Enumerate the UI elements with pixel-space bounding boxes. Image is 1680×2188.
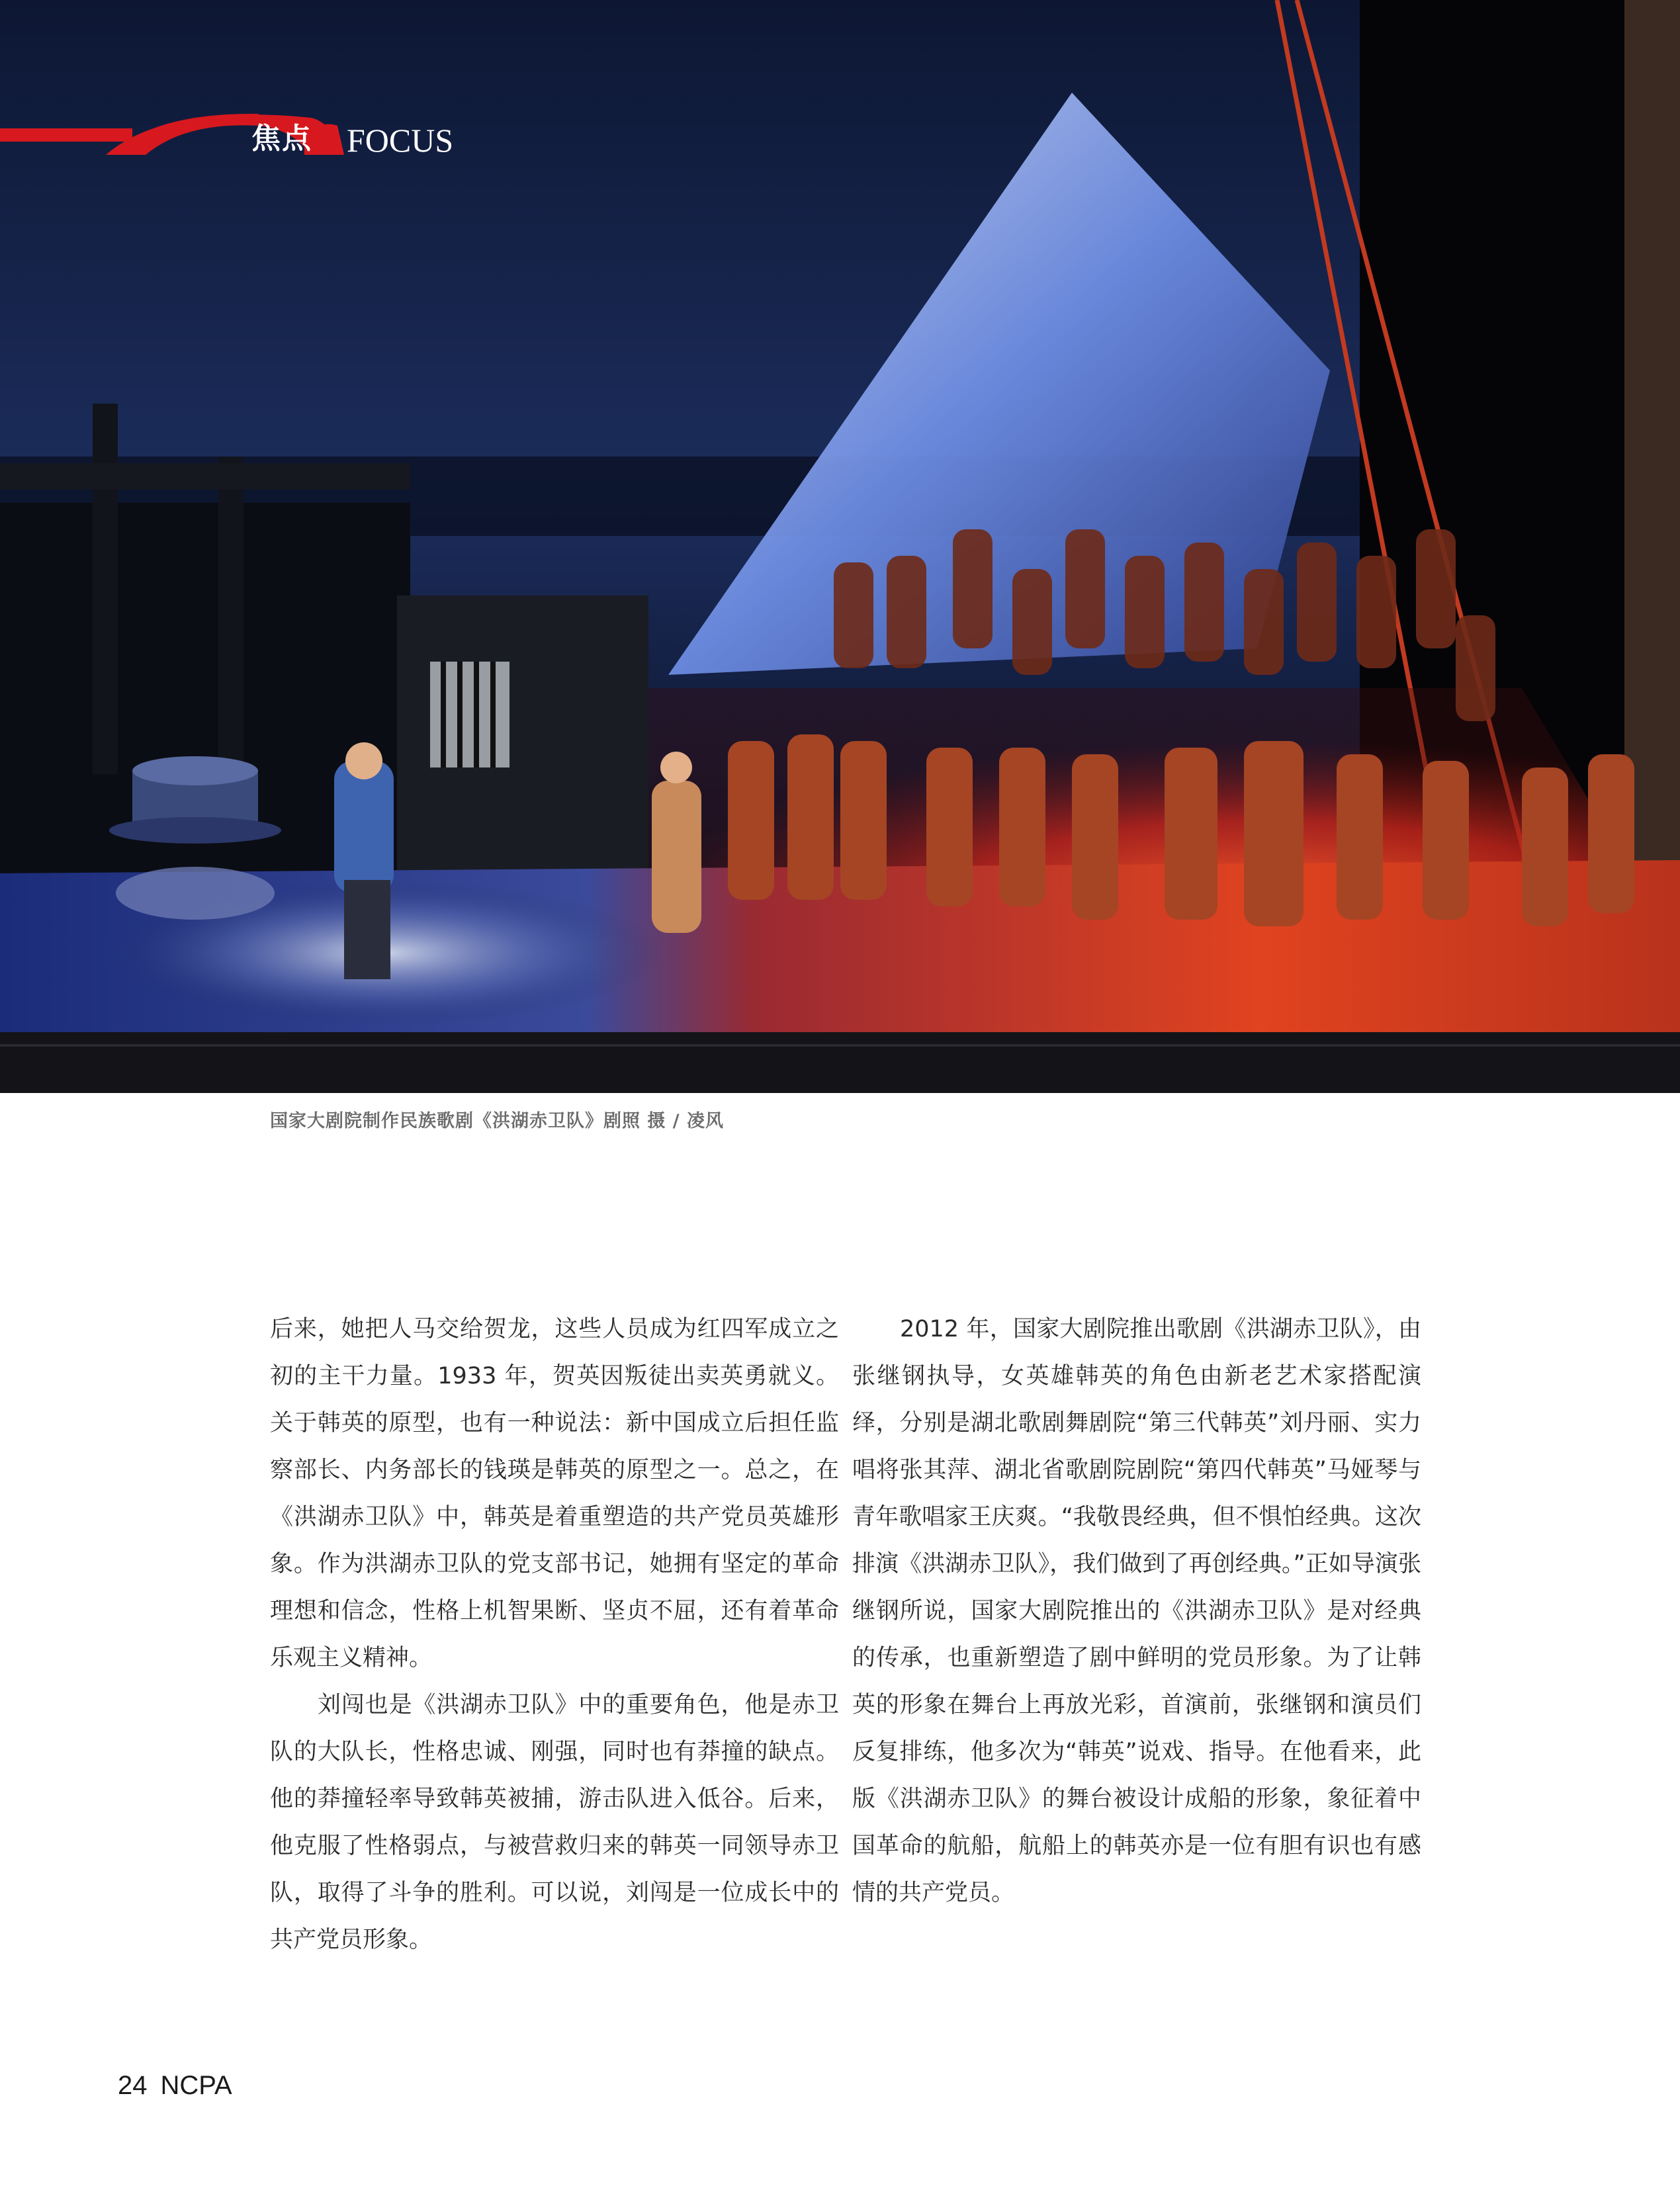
page-folio	[118, 2072, 232, 2099]
magazine-name: NCPA	[160, 2071, 232, 2100]
section-label-en: FOCUS	[347, 122, 454, 159]
article-column-right	[852, 1306, 1421, 1917]
article-paragraph: 2012 年，国家大剧院推出歌剧《洪湖赤卫队》，由张继钢执导，女英雄韩英的角色由新老艺术家搭配演绎，分别是湖北歌剧舞剧院“第三代韩英”刘丹丽、实力唱将张其萍、湖北省歌剧院剧院“第四代韩英”马娅琴与青年歌唱家王庆爽。“我敬畏经典，但不惧怕经典。这次排演《洪湖赤卫队》，我们做到了再创经典。”正如导演张继钢所说，国家大剧院推出的《洪湖赤卫队》是对经典的传承，也重新塑造了剧中鲜明的党员形象。为了让韩英的形象在舞台上再放光彩，首演前，张继钢和演员们反复排练，他多次为“韩英”说戏、指导。在他看来，此版《洪湖赤卫队》的舞台被设计成船的形象，象征着中国革命的航船，航船上的韩英亦是一位有胆有识也有感情的共产党员。	[852, 1316, 1421, 1906]
section-header	[0, 106, 503, 165]
article-column-left	[270, 1306, 839, 1964]
section-label-cn: 焦点	[251, 122, 312, 155]
article-paragraph: 后来，她把人马交给贺龙，这些人员成为红四军成立之初的主干力量。1933 年，贺英因叛徒出卖英勇就义。关于韩英的原型，也有一种说法：新中国成立后担任监察部长、内务部长的钱瑛是韩英的原型之一。总之，在《洪湖赤卫队》中，韩英是着重塑造的共产党员英雄形象。作为洪湖赤卫队的党支部书记，她拥有坚定的革命理想和信念，性格上机智果断、坚贞不屈，还有着革命乐观主义精神。	[270, 1316, 839, 1671]
article-paragraph: 刘闯也是《洪湖赤卫队》中的重要角色，他是赤卫队的大队长，性格忠诚、刚强，同时也有莽撞的缺点。他的莽撞轻率导致韩英被捕，游击队进入低谷。后来，他克服了性格弱点，与被营救归来的韩英一同领导赤卫队，取得了斗争的胜利。可以说，刘闯是一位成长中的共产党员形象。	[270, 1692, 839, 1953]
page-number: 24	[118, 2071, 148, 2100]
photo-caption: 国家大剧院制作民族歌剧《洪湖赤卫队》剧照 摄 / 凌风	[270, 1111, 725, 1131]
